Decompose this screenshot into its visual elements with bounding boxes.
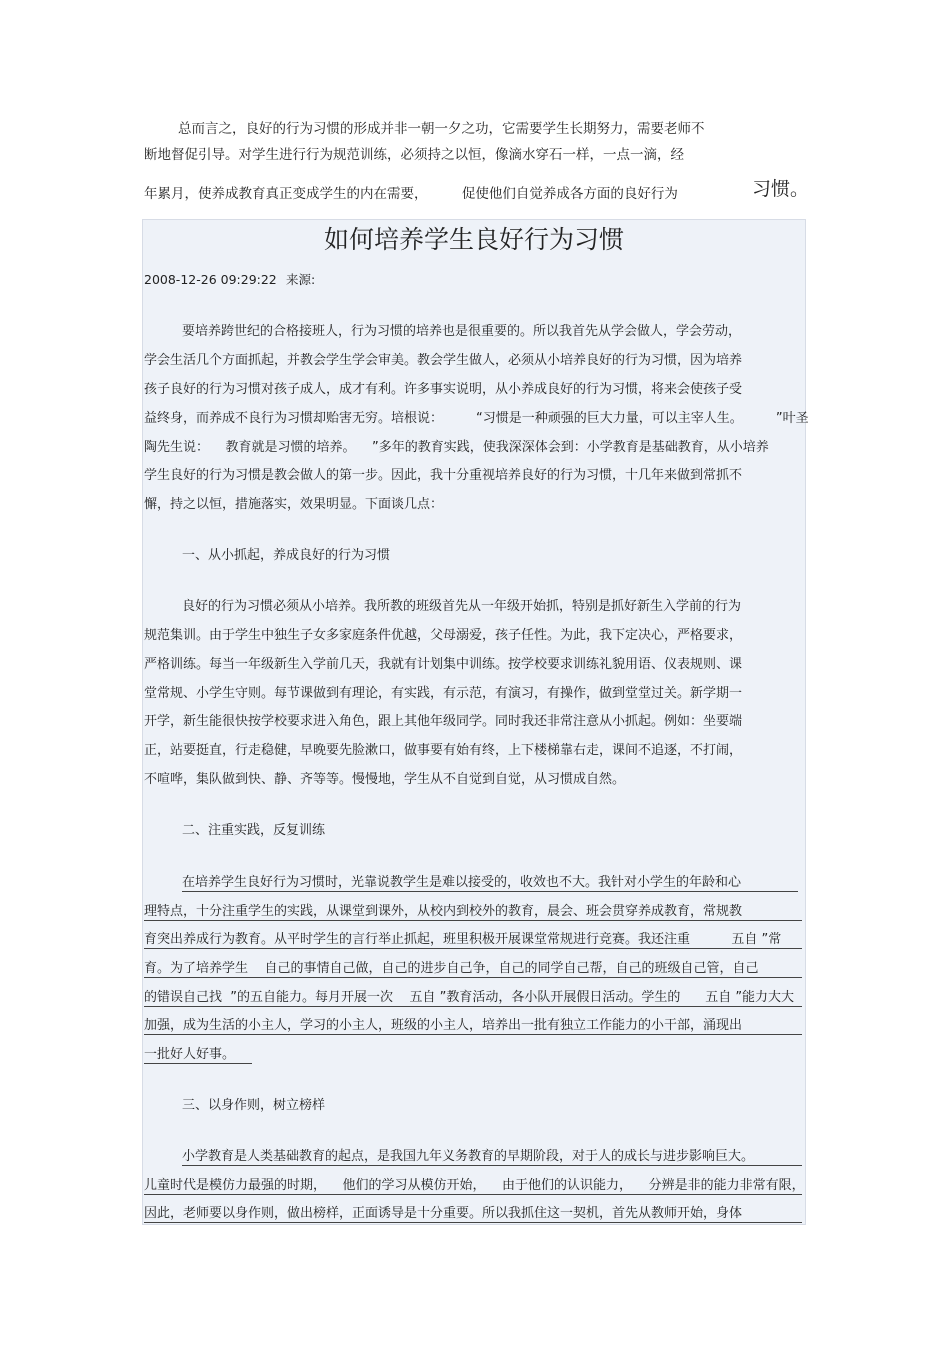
underline (144, 1063, 252, 1064)
article-intro-line: 懈，持之以恒，措施落实，效果明显。下面谈几点： (144, 497, 444, 512)
intro-line-2: 断地督促引导。对学生进行行为规范训练，必须持之以恒，像滴水穿石一样，一点一滴，经 (144, 147, 684, 163)
section3-line: 儿童时代是模仿力最强的时期， 他们的学习从模仿开始， 由于他们的认识能力， 分辨是非的能力非常有限， (144, 1178, 805, 1193)
intro-line-3: 年累月，使养成教育真正变成学生的内在需要， 促使他们自觉养成各方面的良好行为 (144, 186, 678, 202)
section2-line: 理特点，十分注重学生的实践，从课堂到课外，从校内到校外的教育，晨会、班会贯穿养成教育，常规教 (144, 904, 743, 919)
underline (182, 891, 798, 892)
underline (144, 1034, 802, 1035)
underline (144, 1222, 802, 1223)
article-intro-line: 学生良好的行为习惯是教会做人的第一步。因此，我十分重视培养良好的行为习惯，十几年来做到常抓不 (144, 468, 743, 483)
underline (144, 1194, 802, 1195)
underline (144, 948, 802, 949)
article-title: 如何培养学生良好行为习惯 (323, 225, 624, 254)
underline (182, 1165, 802, 1166)
section2-line: 育。为了培养学生 自己的事情自己做，自己的进步自己争，自己的同学自己帮，自己的班级自己管，自己 (144, 961, 759, 976)
section2-line: 一批好人好事。 (144, 1047, 236, 1062)
underline (144, 977, 802, 978)
section2-line: 在培养学生良好行为习惯时，光靠说教学生是难以接受的，收效也不大。我针对小学生的年龄和心 (182, 875, 742, 890)
section3-heading: 三、以身作则，树立榜样 (182, 1098, 326, 1113)
article-intro-line: 学会生活几个方面抓起，并教会学生学会审美。教会学生做人，必须从小培养良好的行为习惯，因为培养 (144, 353, 743, 368)
section2-line: 育突出养成行为教育。从平时学生的言行举止抓起，班里积极开展课堂常规进行竞赛。我还注重 五自 ”常 (144, 932, 782, 947)
section1-line: 严格训练。每当一年级新生入学前几天，我就有计划集中训练。按学校要求训练礼貌用语、仪表规则、课 (144, 657, 743, 672)
article-source-label: 来源: (286, 272, 316, 287)
article-date: 2008-12-26 09:29:22 (144, 272, 277, 287)
section1-line: 正，站要挺直，行走稳健，早晚要先脸漱口，做事要有始有终，上下楼梯靠右走，课间不追逐，不打闹， (144, 743, 743, 758)
underline (144, 1006, 802, 1007)
section1-line: 开学，新生能很快按学校要求进入角色，跟上其他年级同学。同时我还非常注意从小抓起。例如：坐要端 (144, 714, 743, 729)
section1-line: 堂常规、小学生守则。每节课做到有理论，有实践，有示范，有演习，有操作，做到堂堂过关。新学期一 (144, 686, 743, 701)
section1-heading: 一、从小抓起，养成良好的行为习惯 (182, 548, 391, 563)
section2-heading: 二、注重实践，反复训练 (182, 823, 326, 838)
article-intro-line: 孩子良好的行为习惯对孩子成人，成才有利。许多事实说明，从小养成良好的行为习惯，将来会使孩子受 (144, 382, 743, 397)
section2-line: 的错误自己找 ”的五自能力。每月开展一次 五自 ”教育活动，各小队开展假日活动。学生的 五自 ”能力大大 (144, 990, 795, 1005)
article-intro-line: 陶先生说： 教育就是习惯的培养。 ”多年的教育实践，使我深深体会到：小学教育是基础教育，从小培养 (144, 440, 769, 455)
section1-line: 不喧哗，集队做到快、静、齐等等。慢慢地，学生从不自觉到自觉，从习惯成自然。 (144, 772, 626, 787)
intro-line-3-end: 习惯。 (752, 178, 810, 200)
section1-line: 良好的行为习惯必须从小培养。我所教的班级首先从一年级开始抓，特别是抓好新生入学前的行为 (182, 599, 742, 614)
intro-line-1: 总而言之，良好的行为习惯的形成并非一朝一夕之功，它需要学生长期努力，需要老师不 (178, 121, 705, 137)
underline (144, 920, 802, 921)
section2-line: 加强，成为生活的小主人，学习的小主人，班级的小主人，培养出一批有独立工作能力的小干部，涌现出 (144, 1018, 743, 1033)
section1-line: 规范集训。由于学生中独生子女多家庭条件优越，父母溺爱，孩子任性。为此，我下定决心，严格要求， (144, 628, 743, 643)
section3-line: 小学教育是人类基础教育的起点，是我国九年义务教育的早期阶段，对于人的成长与进步影响巨大。 (182, 1149, 755, 1164)
article-intro-line: 要培养跨世纪的合格接班人，行为习惯的培养也是很重要的。所以我首先从学会做人，学会劳动， (182, 324, 742, 339)
article-intro-line: 益终身，而养成不良行为习惯却贻害无穷。培根说： “习惯是一种顽强的巨大力量，可以主宰人生。 ”叶圣 (144, 411, 809, 426)
section3-line: 因此，老师要以身作则，做出榜样，正面诱导是十分重要。所以我抓住这一契机，首先从教师开始，身体 (144, 1206, 743, 1221)
